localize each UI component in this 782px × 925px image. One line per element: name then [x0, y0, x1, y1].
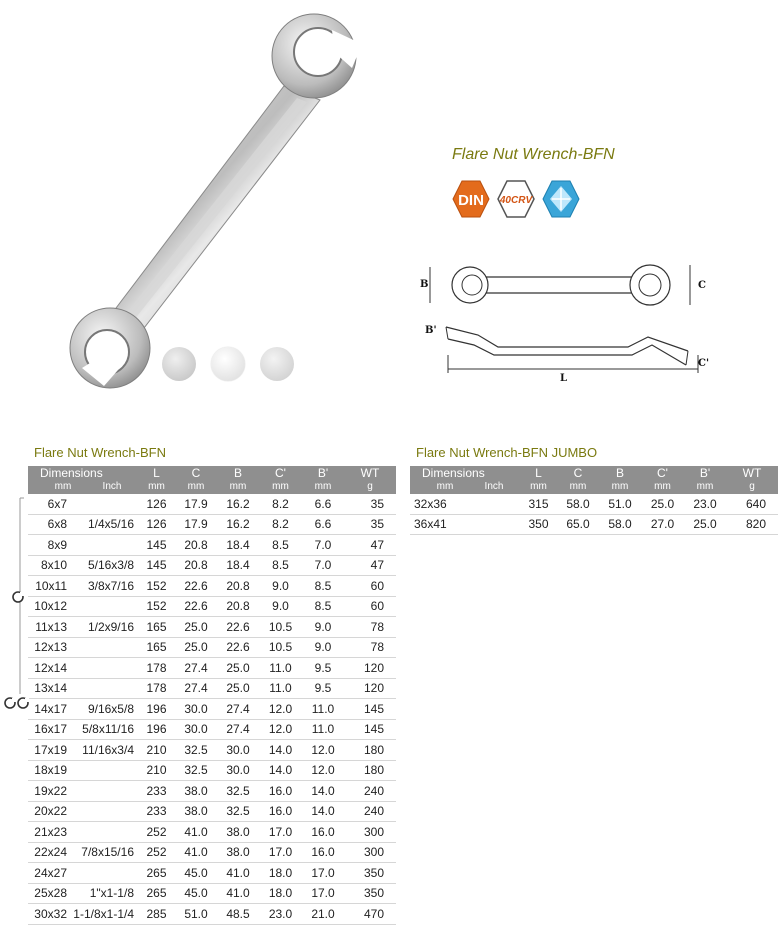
cell-inch: [71, 678, 138, 699]
cell-mm: 20x22: [28, 801, 71, 822]
cell-mm: 24x27: [28, 863, 71, 884]
cell-c-prime: 8.2: [259, 514, 302, 535]
cell-c: 30.0: [175, 699, 217, 720]
header-b-unit: mm: [229, 481, 247, 492]
cell-inch: 5/16x3/8: [71, 555, 138, 576]
cell-inch: [71, 535, 138, 556]
table-row: [28, 637, 396, 658]
header-b-label: B: [233, 466, 242, 480]
cell-mm: 12x13: [28, 637, 71, 658]
cell-l: 152: [138, 576, 175, 597]
cell-b: 51.0: [599, 494, 641, 514]
jumbo-header-c-prime-label: C': [657, 466, 668, 480]
dimension-diagram: [418, 255, 718, 390]
main-table-title: Flare Nut Wrench-BFN: [34, 445, 166, 460]
double-ring-set-icon: [3, 696, 31, 710]
cell-c-prime: 11.0: [259, 678, 302, 699]
jumbo-header-c-unit: mm: [569, 481, 587, 492]
40crv-badge: [497, 180, 535, 218]
cell-b-prime: 12.0: [302, 760, 344, 781]
jumbo-header-b-label: B: [615, 466, 624, 480]
jumbo-header-l-label: L: [535, 466, 542, 480]
table-row: [28, 863, 396, 884]
cell-c: 32.5: [175, 760, 217, 781]
cell-b: 41.0: [217, 863, 259, 884]
cell-b-prime: 7.0: [302, 555, 344, 576]
jumbo-table-title: Flare Nut Wrench-BFN JUMBO: [416, 445, 598, 460]
table-row: [28, 760, 396, 781]
cell-wt: 470: [344, 904, 396, 925]
cell-c: 17.9: [175, 494, 217, 514]
cell-wt: 78: [344, 637, 396, 658]
header-dimensions: [28, 466, 138, 494]
cell-b-prime: 8.5: [302, 596, 344, 617]
cell-wt: 145: [344, 699, 396, 720]
cell-c-prime: 14.0: [259, 740, 302, 761]
jumbo-header-b: [599, 466, 641, 494]
cell-inch: [71, 596, 138, 617]
cell-c: 27.4: [175, 678, 217, 699]
cell-c: 27.4: [175, 658, 217, 679]
cell-c: 32.5: [175, 740, 217, 761]
cell-mm: 6x7: [28, 494, 71, 514]
cell-wt: 35: [344, 494, 396, 514]
din-badge-text: DIN: [458, 192, 484, 209]
header-wt-label: WT: [360, 466, 380, 480]
header-c-prime-label: C': [275, 466, 286, 480]
jumbo-header-b-prime-unit: mm: [696, 481, 714, 492]
main-spec-table: [28, 466, 396, 925]
cell-mm: 12x14: [28, 658, 71, 679]
cell-l: 126: [138, 514, 175, 535]
cell-l: 152: [138, 596, 175, 617]
cell-l: 350: [520, 514, 557, 535]
jumbo-header-dimensions-label: Dimensions: [422, 466, 485, 480]
cell-c-prime: 8.5: [259, 535, 302, 556]
header-b: [217, 466, 259, 494]
cell-mm: 11x13: [28, 617, 71, 638]
cell-l: 233: [138, 801, 175, 822]
cell-b: 30.0: [217, 740, 259, 761]
cell-wt: 60: [344, 576, 396, 597]
cell-c: 58.0: [557, 494, 599, 514]
cell-wt: 47: [344, 555, 396, 576]
cell-b: 18.4: [217, 535, 259, 556]
cell-l: 210: [138, 740, 175, 761]
cell-c-prime: 17.0: [259, 822, 302, 843]
matte-grey-swatch: [260, 347, 294, 381]
cell-wt: 78: [344, 617, 396, 638]
cell-inch: [71, 801, 138, 822]
cell-inch: [453, 514, 520, 535]
cell-b-prime: 14.0: [302, 801, 344, 822]
cell-wt: 240: [344, 781, 396, 802]
cell-b: 48.5: [217, 904, 259, 925]
cell-c-prime: 10.5: [259, 617, 302, 638]
cell-b-prime: 16.0: [302, 822, 344, 843]
header-mm: mm: [54, 481, 72, 492]
jumbo-header-c-prime-unit: mm: [654, 481, 671, 492]
cell-c-prime: 8.5: [259, 555, 302, 576]
cell-c-prime: 12.0: [259, 699, 302, 720]
cell-b: 30.0: [217, 760, 259, 781]
cell-c-prime: 17.0: [259, 842, 302, 863]
cell-l: 165: [138, 637, 175, 658]
header-inch: Inch: [102, 481, 122, 492]
table-row: [28, 596, 396, 617]
cell-b: 32.5: [217, 801, 259, 822]
jumbo-spec-table: [410, 466, 778, 535]
cell-inch: 11/16x3/4: [71, 740, 138, 761]
cell-l: 252: [138, 822, 175, 843]
cell-mm: 8x10: [28, 555, 71, 576]
cell-inch: 1/2x9/16: [71, 617, 138, 638]
cell-inch: [71, 822, 138, 843]
cell-c-prime: 10.5: [259, 637, 302, 658]
cell-b-prime: 9.0: [302, 617, 344, 638]
cell-mm: 14x17: [28, 699, 71, 720]
cell-c: 65.0: [557, 514, 599, 535]
cell-b: 16.2: [217, 494, 259, 514]
cell-l: 210: [138, 760, 175, 781]
cell-b-prime: 9.5: [302, 658, 344, 679]
cell-l: 285: [138, 904, 175, 925]
diagram-label-c-prime: C': [698, 358, 710, 369]
cell-l: 178: [138, 678, 175, 699]
cell-b-prime: 23.0: [684, 494, 726, 514]
cell-l: 196: [138, 719, 175, 740]
cell-mm: 30x32: [28, 904, 71, 925]
cell-c: 20.8: [175, 535, 217, 556]
cell-l: 145: [138, 535, 175, 556]
cell-inch: [71, 637, 138, 658]
diagram-label-l: L: [560, 373, 568, 384]
cell-inch: 5/8x11/16: [71, 719, 138, 740]
main-table-body: [28, 494, 396, 924]
cell-wt: 120: [344, 678, 396, 699]
cell-inch: 9/16x5/8: [71, 699, 138, 720]
table-row: [28, 781, 396, 802]
satin-finish-swatch: [162, 347, 196, 381]
header-l: [138, 466, 175, 494]
cell-wt: 120: [344, 658, 396, 679]
header-l-label: L: [153, 466, 160, 480]
cell-wt: 350: [344, 883, 396, 904]
cell-b: 58.0: [599, 514, 641, 535]
jumbo-header-b-unit: mm: [611, 481, 629, 492]
cell-c: 25.0: [175, 617, 217, 638]
cell-mm: 19x22: [28, 781, 71, 802]
table-row: [28, 699, 396, 720]
cell-wt: 35: [344, 514, 396, 535]
cell-l: 265: [138, 883, 175, 904]
cell-b: 18.4: [217, 555, 259, 576]
table-row: [28, 801, 396, 822]
cell-mm: 13x14: [28, 678, 71, 699]
cell-c: 22.6: [175, 596, 217, 617]
cell-b-prime: 8.5: [302, 576, 344, 597]
table-row: [28, 555, 396, 576]
cell-c: 41.0: [175, 822, 217, 843]
cell-wt: 60: [344, 596, 396, 617]
jumbo-header-b-prime: [684, 466, 726, 494]
table-row: [410, 494, 778, 514]
cell-b-prime: 11.0: [302, 699, 344, 720]
cell-b: 38.0: [217, 842, 259, 863]
cell-mm: 36x41: [410, 514, 453, 535]
table-row: [28, 535, 396, 556]
jumbo-header-mm: mm: [436, 481, 454, 492]
cell-mm: 18x19: [28, 760, 71, 781]
jumbo-header-wt-label: WT: [742, 466, 762, 480]
cell-mm: 22x24: [28, 842, 71, 863]
cell-c: 45.0: [175, 883, 217, 904]
cell-wt: 180: [344, 760, 396, 781]
cell-wt: 145: [344, 719, 396, 740]
cell-b-prime: 21.0: [302, 904, 344, 925]
header-b-prime-unit: mm: [314, 481, 332, 492]
cell-l: 265: [138, 863, 175, 884]
cell-c: 22.6: [175, 576, 217, 597]
cell-mm: 32x36: [410, 494, 453, 514]
header-c-label: C: [191, 466, 201, 480]
diagram-label-b-prime: B': [425, 325, 437, 336]
cell-b: 22.6: [217, 637, 259, 658]
cell-inch: [453, 494, 520, 514]
jumbo-header-l: [520, 466, 557, 494]
cell-c-prime: 16.0: [259, 801, 302, 822]
cell-c-prime: 14.0: [259, 760, 302, 781]
table-row: [28, 678, 396, 699]
table-row: [28, 883, 396, 904]
cell-b-prime: 17.0: [302, 883, 344, 904]
cell-wt: 640: [726, 494, 778, 514]
cell-c-prime: 25.0: [641, 494, 684, 514]
jumbo-header-b-prime-label: B': [699, 466, 711, 480]
wrench-photo: [52, 8, 372, 398]
jumbo-header-c-prime: [641, 466, 684, 494]
cell-c: 45.0: [175, 863, 217, 884]
cell-l: 126: [138, 494, 175, 514]
cell-l: 233: [138, 781, 175, 802]
cell-inch: [71, 863, 138, 884]
cell-c: 17.9: [175, 514, 217, 535]
table-row: [28, 904, 396, 925]
cell-b-prime: 6.6: [302, 514, 344, 535]
cell-b: 32.5: [217, 781, 259, 802]
header-c-prime-unit: mm: [272, 481, 289, 492]
cell-wt: 47: [344, 535, 396, 556]
jumbo-header-wt: [726, 466, 778, 494]
header-dim-units: [40, 480, 138, 493]
header-l-unit: mm: [148, 481, 165, 492]
cell-l: 165: [138, 617, 175, 638]
cell-b-prime: 11.0: [302, 719, 344, 740]
cell-c-prime: 23.0: [259, 904, 302, 925]
cell-mm: 21x23: [28, 822, 71, 843]
table-row: [28, 842, 396, 863]
cell-b: 25.0: [217, 658, 259, 679]
cell-b: 20.8: [217, 596, 259, 617]
jumbo-header-dimensions: [410, 466, 520, 494]
cell-inch: [71, 494, 138, 514]
cell-b: 22.6: [217, 617, 259, 638]
main-header-row: [28, 466, 396, 494]
cell-c: 41.0: [175, 842, 217, 863]
cell-inch: [71, 781, 138, 802]
single-ring-set-icon: [11, 590, 25, 604]
cell-c: 30.0: [175, 719, 217, 740]
cell-c-prime: 16.0: [259, 781, 302, 802]
table-row: [28, 617, 396, 638]
cell-c: 20.8: [175, 555, 217, 576]
cell-mm: 16x17: [28, 719, 71, 740]
cell-c-prime: 11.0: [259, 658, 302, 679]
din-badge: [452, 180, 490, 218]
table-row: [410, 514, 778, 535]
cell-c-prime: 9.0: [259, 576, 302, 597]
diagram-label-c: C: [698, 280, 706, 291]
cell-c-prime: 8.2: [259, 494, 302, 514]
cell-wt: 350: [344, 863, 396, 884]
snowflake-gem-icon: [542, 180, 580, 218]
table-row: [28, 576, 396, 597]
header-c-prime: [259, 466, 302, 494]
diagram-label-b: B: [420, 279, 429, 290]
header-b-prime-label: B': [317, 466, 329, 480]
cell-inch: 3/8x7/16: [71, 576, 138, 597]
cell-wt: 300: [344, 842, 396, 863]
header-c-unit: mm: [187, 481, 205, 492]
cell-b-prime: 9.5: [302, 678, 344, 699]
cell-b: 38.0: [217, 822, 259, 843]
cell-b-prime: 6.6: [302, 494, 344, 514]
cell-b-prime: 9.0: [302, 637, 344, 658]
cell-b: 20.8: [217, 576, 259, 597]
cell-inch: 1-1/8x1-1/4: [71, 904, 138, 925]
cell-c: 38.0: [175, 781, 217, 802]
jumbo-header-c-label: C: [573, 466, 583, 480]
header-wt-unit: g: [367, 481, 373, 492]
cell-b-prime: 25.0: [684, 514, 726, 535]
header-c: [175, 466, 217, 494]
cell-b-prime: 16.0: [302, 842, 344, 863]
cell-mm: 17x19: [28, 740, 71, 761]
cell-b-prime: 17.0: [302, 863, 344, 884]
jumbo-table-body: [410, 494, 778, 535]
cell-c-prime: 27.0: [641, 514, 684, 535]
cell-l: 315: [520, 494, 557, 514]
cell-wt: 240: [344, 801, 396, 822]
jumbo-header-dim-units: [422, 480, 520, 493]
jumbo-header-l-unit: mm: [530, 481, 547, 492]
cell-inch: [71, 658, 138, 679]
product-title: Flare Nut Wrench-BFN: [452, 146, 615, 163]
polished-white-swatch: [211, 347, 245, 381]
jumbo-header-wt-unit: g: [749, 481, 755, 492]
table-row: [28, 494, 396, 514]
cell-wt: 820: [726, 514, 778, 535]
cell-inch: [71, 760, 138, 781]
cell-c-prime: 18.0: [259, 883, 302, 904]
table-row: [28, 719, 396, 740]
cell-mm: 25x28: [28, 883, 71, 904]
jumbo-header-row: [410, 466, 778, 494]
cell-mm: 6x8: [28, 514, 71, 535]
cell-b-prime: 7.0: [302, 535, 344, 556]
cell-l: 145: [138, 555, 175, 576]
cell-b: 16.2: [217, 514, 259, 535]
cell-inch: 1"x1-1/8: [71, 883, 138, 904]
cell-wt: 180: [344, 740, 396, 761]
cell-c: 25.0: [175, 637, 217, 658]
cell-c: 51.0: [175, 904, 217, 925]
cell-b-prime: 14.0: [302, 781, 344, 802]
cell-l: 252: [138, 842, 175, 863]
table-row: [28, 822, 396, 843]
cell-inch: 7/8x15/16: [71, 842, 138, 863]
table-row: [28, 658, 396, 679]
cell-mm: 8x9: [28, 535, 71, 556]
cell-b: 41.0: [217, 883, 259, 904]
cell-l: 196: [138, 699, 175, 720]
cell-l: 178: [138, 658, 175, 679]
header-wt: [344, 466, 396, 494]
header-dimensions-label: Dimensions: [40, 466, 103, 480]
table-row: [28, 740, 396, 761]
cell-inch: 1/4x5/16: [71, 514, 138, 535]
jumbo-header-c: [557, 466, 599, 494]
cell-b: 27.4: [217, 699, 259, 720]
cell-b: 25.0: [217, 678, 259, 699]
table-row: [28, 514, 396, 535]
jumbo-header-inch: Inch: [484, 481, 504, 492]
cell-wt: 300: [344, 822, 396, 843]
40crv-badge-text: 40CRV: [499, 195, 533, 206]
cell-c: 38.0: [175, 801, 217, 822]
cell-mm: 10x11: [28, 576, 71, 597]
cell-c-prime: 18.0: [259, 863, 302, 884]
header-b-prime: [302, 466, 344, 494]
cell-b: 27.4: [217, 719, 259, 740]
cell-b-prime: 12.0: [302, 740, 344, 761]
cell-mm: 10x12: [28, 596, 71, 617]
cell-c-prime: 12.0: [259, 719, 302, 740]
cell-c-prime: 9.0: [259, 596, 302, 617]
